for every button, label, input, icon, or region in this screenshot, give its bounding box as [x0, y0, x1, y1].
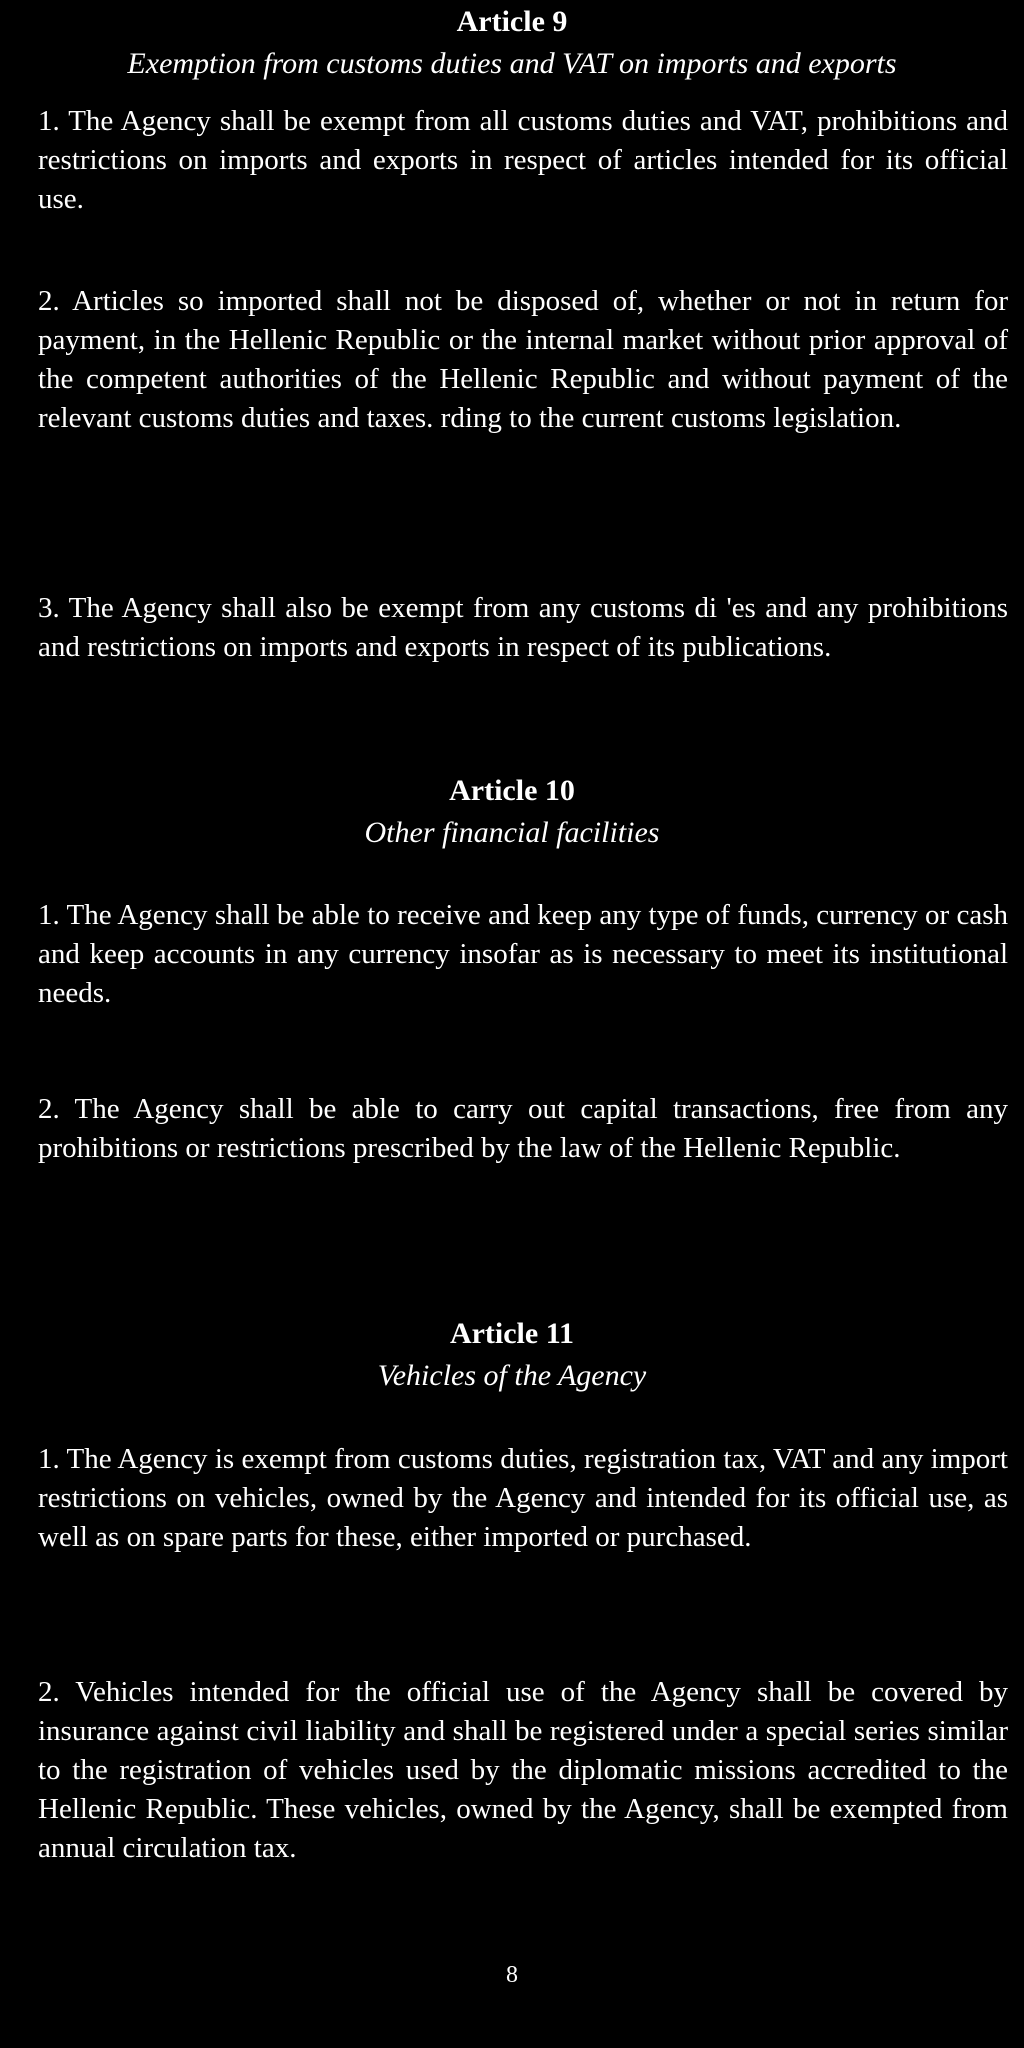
- article-11: [0, 1316, 1024, 1394]
- article-9-paragraph-3: 3. The Agency shall also be exempt from any customs di 'es and any prohibitions and restrictions on imports and exports in respect of its publications.: [38, 592, 1008, 663]
- article-11-paragraph-2: 2. Vehicles intended for the official use of the Agency shall be covered by insurance against civil liability and shall be registered under a special series similar to the registration of vehicles used by the diplomatic missions accredited to the Hellenic Republic. These vehicles, owned by the Agency, shall be exempted from annual circulation tax.: [38, 1676, 1008, 1864]
- article-10-heading: Article 10: [449, 774, 575, 807]
- article-11-subheading: Vehicles of the Agency: [377, 1359, 647, 1392]
- article-10-paragraph-2: 2. The Agency shall be able to carry out capital transactions, free from any prohibitions or restrictions prescribed by the law of the Hellenic Republic.: [38, 1093, 1008, 1164]
- article-9-paragraph-2: 2. Articles so imported shall not be disposed of, whether or not in return for payment, in the Hellenic Republic or the internal market without prior approval of the competent authorities of the Hellenic Republic and without payment of the relevant customs duties and taxes. rding to the current customs legislation.: [38, 285, 1008, 434]
- article-9-heading: Article 9: [456, 5, 568, 38]
- article-9-paragraph-1: 1. The Agency shall be exempt from all customs duties and VAT, prohibitions and restrictions on imports and exports in respect of articles intended for its official use.: [38, 105, 1008, 215]
- article-10-subheading: Other financial facilities: [364, 816, 660, 849]
- article-11-paragraph-1: 1. The Agency is exempt from customs duties, registration tax, VAT and any import restrictions on vehicles, owned by the Agency and intended for its official use, as well as on spare parts for these, either imported or purchased.: [38, 1443, 1008, 1553]
- article-10: [0, 773, 1024, 851]
- article-9: [0, 4, 1024, 82]
- article-10-paragraph-1: 1. The Agency shall be able to receive and keep any type of funds, currency or cash and keep accounts in any currency insofar as is necessary to meet its institutional needs.: [38, 899, 1008, 1009]
- article-11-heading: Article 11: [449, 1317, 575, 1350]
- page-number: 8: [506, 1962, 518, 1988]
- article-9-subheading: Exemption from customs duties and VAT on imports and exports: [127, 47, 897, 80]
